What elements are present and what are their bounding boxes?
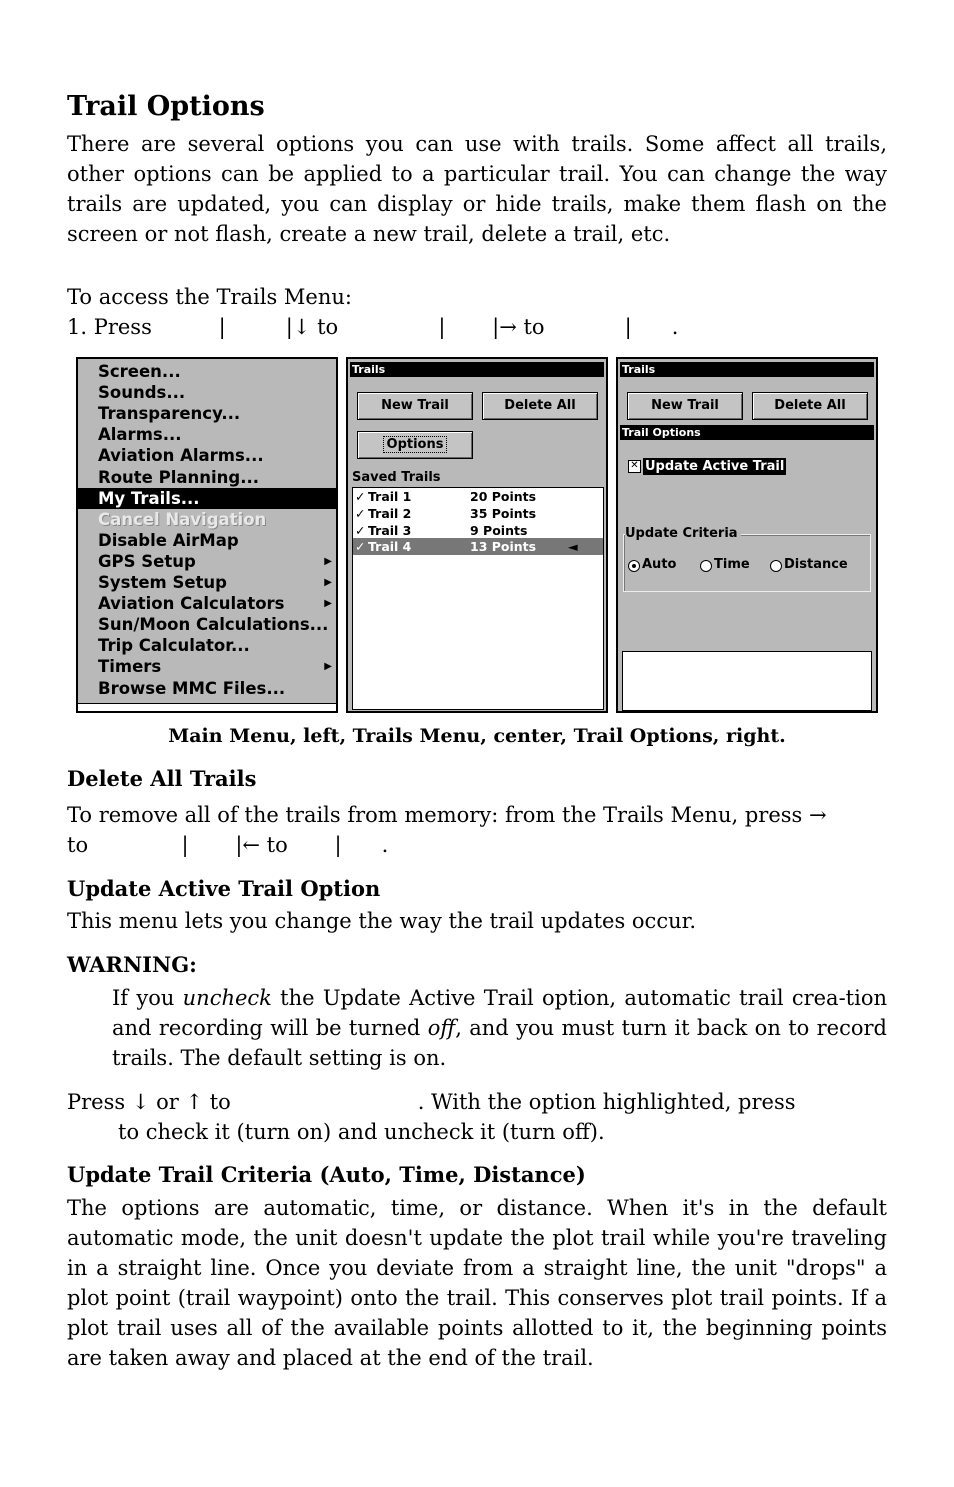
main-menu-item-label: Disable AirMap xyxy=(98,530,239,550)
check-icon: ✓ xyxy=(355,522,366,538)
update-text: This menu lets you change the way the trail updates occur. xyxy=(67,909,697,933)
main-menu-item-label: Browse MMC Files... xyxy=(98,678,286,698)
update-active-trail-label: Update Active Trail xyxy=(645,459,785,474)
trail-name: Trail 4 xyxy=(368,539,412,555)
delete-all-button-2[interactable]: Delete All xyxy=(752,392,868,420)
main-menu-item-label: Trip Calculator... xyxy=(98,636,250,656)
main-menu-item[interactable] xyxy=(78,382,336,403)
main-menu-item[interactable] xyxy=(78,424,336,445)
update-heading: Update Active Trail Option xyxy=(67,876,381,901)
trail-name: Trail 1 xyxy=(368,489,412,504)
submenu-arrow-icon: ▶ xyxy=(324,555,332,567)
access-line: To access the Trails Menu: xyxy=(67,285,352,309)
submenu-arrow-icon: ▶ xyxy=(324,598,332,610)
criteria-label: Update Criteria xyxy=(625,526,741,541)
criteria-heading: Update Trail Criteria (Auto, Time, Distance) xyxy=(67,1162,586,1187)
main-menu-item[interactable] xyxy=(78,635,336,656)
trail-points: 13 Points xyxy=(470,539,537,555)
trail-row[interactable] xyxy=(353,538,603,555)
main-menu-item-label: Aviation Calculators xyxy=(98,594,285,614)
trail-name: Trail 2 xyxy=(368,505,412,521)
main-menu-item-label: Route Planning... xyxy=(98,467,260,487)
step-1: 1. Press | |↓ to | |→ to | . xyxy=(67,315,679,339)
main-menu-item-label: My Trails... xyxy=(98,488,200,508)
auto-radio[interactable] xyxy=(628,560,640,572)
delete-all-button[interactable]: Delete All xyxy=(482,392,598,420)
delete-text-1: To remove all of the trails from memory: from the Trails Menu, press → xyxy=(67,803,827,827)
main-menu-screen xyxy=(76,357,338,713)
main-menu-item[interactable] xyxy=(78,467,336,488)
trails-menu-screen xyxy=(346,357,608,713)
warning-text: If you uncheck the Update Active Trail option, automatic trail crea-tion and recording will be turned off, and you must turn it back on to record trails. The default setting is on. xyxy=(112,986,888,1070)
main-menu-item-label: Transparency... xyxy=(98,404,241,424)
time-radio[interactable] xyxy=(700,560,712,572)
submenu-arrow-icon: ▶ xyxy=(324,577,332,588)
main-menu-item[interactable] xyxy=(78,361,336,382)
time-label: Time xyxy=(714,557,750,572)
main-menu-item[interactable] xyxy=(78,488,336,509)
update-checkbox[interactable]: ✕ xyxy=(628,460,641,473)
new-trail-button-2[interactable]: New Trail xyxy=(627,392,743,420)
trail-points: 9 Points xyxy=(470,522,528,538)
trail-name: Trail 3 xyxy=(368,522,412,538)
distance-label: Distance xyxy=(784,557,848,572)
main-menu-item-label: Timers xyxy=(98,657,162,677)
options-button[interactable] xyxy=(357,431,473,459)
main-menu-item-label: Sun/Moon Calculations... xyxy=(98,615,329,635)
page-heading: Trail Options xyxy=(67,91,265,122)
trail-options-subtitle: Trail Options xyxy=(620,425,874,440)
main-menu-item[interactable] xyxy=(78,678,336,699)
main-menu-item[interactable] xyxy=(78,614,336,635)
trail-options-screen xyxy=(616,357,878,713)
press-line-1: Press ↓ or ↑ to . With the option highlighted, press xyxy=(67,1090,796,1114)
main-menu-item-label: Alarms... xyxy=(98,425,182,445)
main-menu-item-label: Screen... xyxy=(98,362,181,381)
submenu-arrow-icon: ▶ xyxy=(324,661,332,673)
main-menu-item-label: Sounds... xyxy=(98,383,186,403)
check-icon: ✓ xyxy=(355,505,366,521)
main-menu-item[interactable] xyxy=(78,509,336,530)
pointer-icon: ◄ xyxy=(568,539,578,555)
main-menu-item-label: Aviation Alarms... xyxy=(98,446,264,466)
delete-all-heading: Delete All Trails xyxy=(67,766,257,791)
main-menu-item[interactable] xyxy=(78,445,336,466)
main-menu-item[interactable] xyxy=(78,530,336,551)
new-trail-button[interactable]: New Trail xyxy=(357,392,473,420)
trail-row[interactable] xyxy=(353,505,603,522)
warning-label: WARNING: xyxy=(67,952,197,977)
trail-points: 20 Points xyxy=(470,489,537,504)
distance-radio[interactable] xyxy=(770,560,782,572)
main-menu-item[interactable] xyxy=(78,656,336,677)
trail-row[interactable] xyxy=(353,488,603,505)
main-menu-item[interactable] xyxy=(78,572,336,593)
main-menu-item[interactable] xyxy=(78,551,336,572)
trail-row[interactable] xyxy=(353,522,603,539)
trail-options-title: Trails xyxy=(620,362,874,377)
figure-caption: Main Menu, left, Trails Menu, center, Trail Options, right. xyxy=(168,725,786,747)
auto-label: Auto xyxy=(642,557,677,572)
main-menu-bottom-strip xyxy=(78,703,336,713)
trail-points: 35 Points xyxy=(470,505,537,521)
press-line-2: to check it (turn on) and uncheck it (turn off). xyxy=(118,1120,605,1144)
saved-trails-label: Saved Trails xyxy=(352,470,441,485)
criteria-paragraph: The options are automatic, time, or distance. When it's in the default automatic mode, the unit doesn't update the plot trail while you're traveling in a straight line. Once you deviate from a straight line, the unit "drops" a plot point (trail waypoint) onto the trail. This conserves plot trail points. If a plot trail uses all of the available points allotted to it, the beginning points are taken away and placed at the end of the trail. xyxy=(67,1196,887,1370)
saved-trails-list[interactable] xyxy=(352,487,604,710)
main-menu-item[interactable] xyxy=(78,593,336,614)
options-label: Options xyxy=(383,436,448,453)
check-icon: ✓ xyxy=(355,539,366,555)
trails-title: Trails xyxy=(350,362,604,377)
trail-options-blank-area xyxy=(622,651,872,711)
main-menu-item[interactable] xyxy=(78,403,336,424)
main-menu-item-label: GPS Setup xyxy=(98,551,196,571)
check-icon: ✓ xyxy=(355,489,366,504)
main-menu-item-label: Cancel Navigation xyxy=(98,509,267,529)
delete-text-2: to | |← to | . xyxy=(67,833,389,857)
intro-paragraph: There are several options you can use with trails. Some affect all trails, other options can be applied to a particular trail. You can change the way trails are updated, you can display or hide trails, make them flash on the screen or not flash, create a new trail, delete a trail, etc. xyxy=(67,132,887,246)
main-menu-item-label: System Setup xyxy=(98,573,227,592)
